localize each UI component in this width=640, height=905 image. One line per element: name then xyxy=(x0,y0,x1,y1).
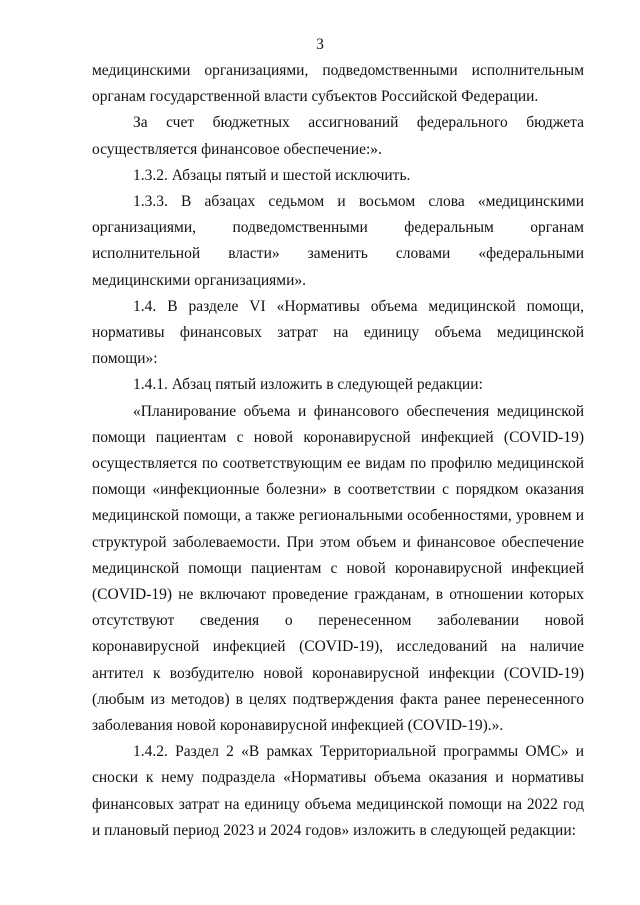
paragraph-1-4-2: 1.4.2. Раздел 2 «В рамках Территориальной программы ОМС» и сноски к нему подраздела «Нормативы объема оказания и нормативы финансовых затрат на единицу объема медицинской помощи на 2022 год и плановый период 2023 и 2024 годов» изложить в следующей редакции: xyxy=(92,743,584,839)
paragraph-1-3-3: 1.3.3. В абзацах седьмом и восьмом слова «медицинскими организациями, подведомственными федеральным органам исполнительной власти» заменить словами «федеральными медицинскими организациями». xyxy=(92,193,584,289)
paragraph-1-4-1: 1.4.1. Абзац пятый изложить в следующей редакции: xyxy=(133,376,483,394)
paragraph-federal-budget: За счет бюджетных ассигнований федерального бюджета осуществляется финансовое обеспечение:». xyxy=(92,114,584,158)
paragraph-continuation: медицинскими организациями, подведомственными исполнительным органам государственной власти субъектов Российской Федерации. xyxy=(92,62,584,106)
document-body xyxy=(92,58,584,844)
paragraph-quoted-covid: «Планирование объема и финансового обеспечения медицинской помощи пациентам с новой коронавирусной инфекцией (COVID-19) осуществляется по соответствующим ее видам по профилю медицинской помощи «инфекционные болезни» в соответствии с порядком оказания медицинской помощи, а также региональными особенностями, уровнем и структурой заболеваемости. При этом объем и финансовое обеспечение медицинской помощи пациентам с новой коронавирусной инфекцией (COVID-19) не включают проведение гражданам, в отношении которых отсутствуют сведения о перенесенном заболевании новой коронавирусной инфекцией (COVID-19), исследований на наличие антител к возбудителю новой коронавирусной инфекции (COVID-19) (любым из методов) в целях подтверждения факта ранее перенесенного заболевания новой коронавирусной инфекцией (COVID-19).». xyxy=(92,402,584,735)
paragraph-1-4: 1.4. В разделе VI «Нормативы объема медицинской помощи, нормативы финансовых затрат на единицу объема медицинской помощи»: xyxy=(92,297,584,368)
paragraph-1-3-2: 1.3.2. Абзацы пятый и шестой исключить. xyxy=(133,166,411,184)
page-number: 3 xyxy=(316,36,324,53)
